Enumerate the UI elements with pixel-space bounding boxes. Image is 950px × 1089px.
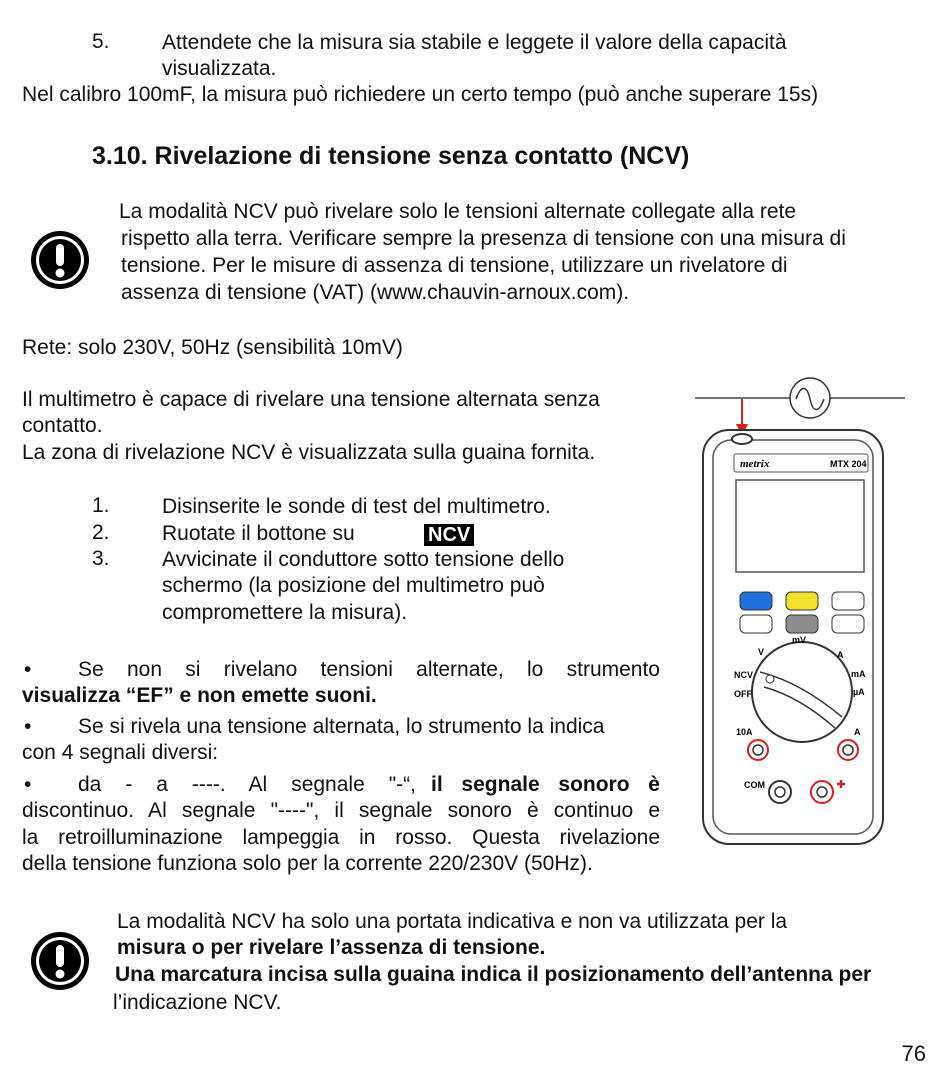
step3-text-cont2: compromettere la misura).: [162, 601, 408, 624]
label-mv: mV: [792, 635, 807, 645]
exclamation-icon: [29, 229, 91, 291]
bullet1-line2: visualizza “EF” e non emette suoni.: [22, 684, 377, 707]
label-ncv: NCV: [734, 670, 754, 680]
label-ma: mA: [851, 669, 866, 679]
bullet1-marker: •: [24, 658, 32, 681]
label-com: COM: [744, 780, 765, 790]
step5-text: Attendete che la misura sia stabile e leggete il valore della capacità: [162, 31, 787, 54]
warning1-line1: La modalità NCV può rivelare solo le tensioni alternate collegate alla rete: [119, 200, 797, 223]
bullet3-line1a: da - a ----. Al segnale "-“,: [78, 773, 416, 796]
meter-display: [736, 480, 864, 572]
white-button-1: [832, 592, 864, 610]
intro-line1: Il multimetro è capace di rivelare una tensione alternata senza: [22, 388, 600, 411]
bullet2-line1: Se si rivela una tensione alternata, lo strumento la indica: [78, 715, 605, 738]
label-10a: 10A: [736, 727, 753, 737]
bullet3-line1b: il segnale sonoro è: [431, 773, 660, 796]
meter-brand: metrix: [740, 458, 770, 470]
step2-number: 2.: [92, 521, 110, 544]
step5-text-cont: visualizzata.: [162, 57, 277, 80]
intro-line3: La zona di rivelazione NCV è visualizzata sulla guaina fornita.: [22, 441, 596, 464]
warning1-line3: tensione. Per le misure di assenza di tensione, utilizzare un rivelatore di: [121, 254, 788, 277]
ncv-badge: [424, 523, 474, 547]
warning2-line3: Una marcatura incisa sulla guaina indica il posizionamento dell’antenna per: [115, 963, 872, 986]
ncv-badge-label: NCV: [424, 524, 474, 546]
step5-number: 5.: [92, 30, 110, 53]
bullet3-line4: della tensione funziona solo per la corrente 220/230V (50Hz).: [22, 852, 593, 875]
section-title: 3.10. Rivelazione di tensione senza contatto (NCV): [92, 142, 690, 170]
bullet2-marker: •: [24, 715, 32, 738]
warning2-line4: l’indicazione NCV.: [113, 991, 282, 1014]
blue-button: [740, 592, 772, 610]
warning1-line4: assenza di tensione (VAT) (www.chauvin-arnoux.com).: [121, 281, 630, 304]
white-button-3: [832, 615, 864, 633]
label-a: A: [837, 650, 844, 660]
bullet2-line2: con 4 segnali diversi:: [22, 741, 219, 764]
meter-model: MTX 204: [830, 459, 867, 469]
multimeter-illustration: [690, 372, 915, 852]
label-ua: µA: [853, 687, 865, 697]
step2-text: Ruotate il bottone su: [162, 522, 355, 545]
page-number: 76: [901, 1041, 926, 1066]
white-button-2: [740, 615, 772, 633]
bullet3-line3: la retroilluminazione lampeggia in rosso. Questa rivelazione: [22, 826, 660, 849]
calibre-note: Nel calibro 100mF, la misura può richiedere un certo tempo (può anche superare 15s): [22, 83, 819, 106]
exclamation-icon: [29, 930, 91, 992]
bullet1-line1: Se non si rivelano tensioni alternate, lo strumento: [78, 658, 660, 681]
gray-button: [786, 615, 818, 633]
step3-text: Avvicinate il conduttore sotto tensione dello: [162, 548, 565, 571]
step1-text: Disinserite le sonde di test del multimetro.: [162, 495, 551, 518]
label-a-socket: A: [854, 727, 861, 737]
warning2-line2: misura o per rivelare l’assenza di tensione.: [117, 936, 546, 959]
bullet3-marker: •: [24, 773, 32, 796]
step3-number: 3.: [92, 547, 110, 570]
step3-text-cont: schermo (la posizione del multimetro può: [162, 574, 545, 597]
rete-spec: Rete: solo 230V, 50Hz (sensibilità 10mV): [22, 336, 403, 359]
intro-line2: contatto.: [22, 414, 103, 437]
warning1-line2: rispetto alla terra. Verificare sempre la presenza di tensione con una misura di: [121, 227, 846, 250]
step1-number: 1.: [92, 494, 110, 517]
yellow-button: [786, 592, 818, 610]
label-v: V: [758, 647, 765, 657]
warning2-line1: La modalità NCV ha solo una portata indicativa e non va utilizzata per la: [117, 910, 788, 933]
label-off: OFF: [734, 689, 752, 699]
ncv-antenna-mark: [732, 434, 752, 444]
bullet3-line2: discontinuo. Al segnale "----", il segnale sonoro è continuo e: [22, 799, 660, 822]
